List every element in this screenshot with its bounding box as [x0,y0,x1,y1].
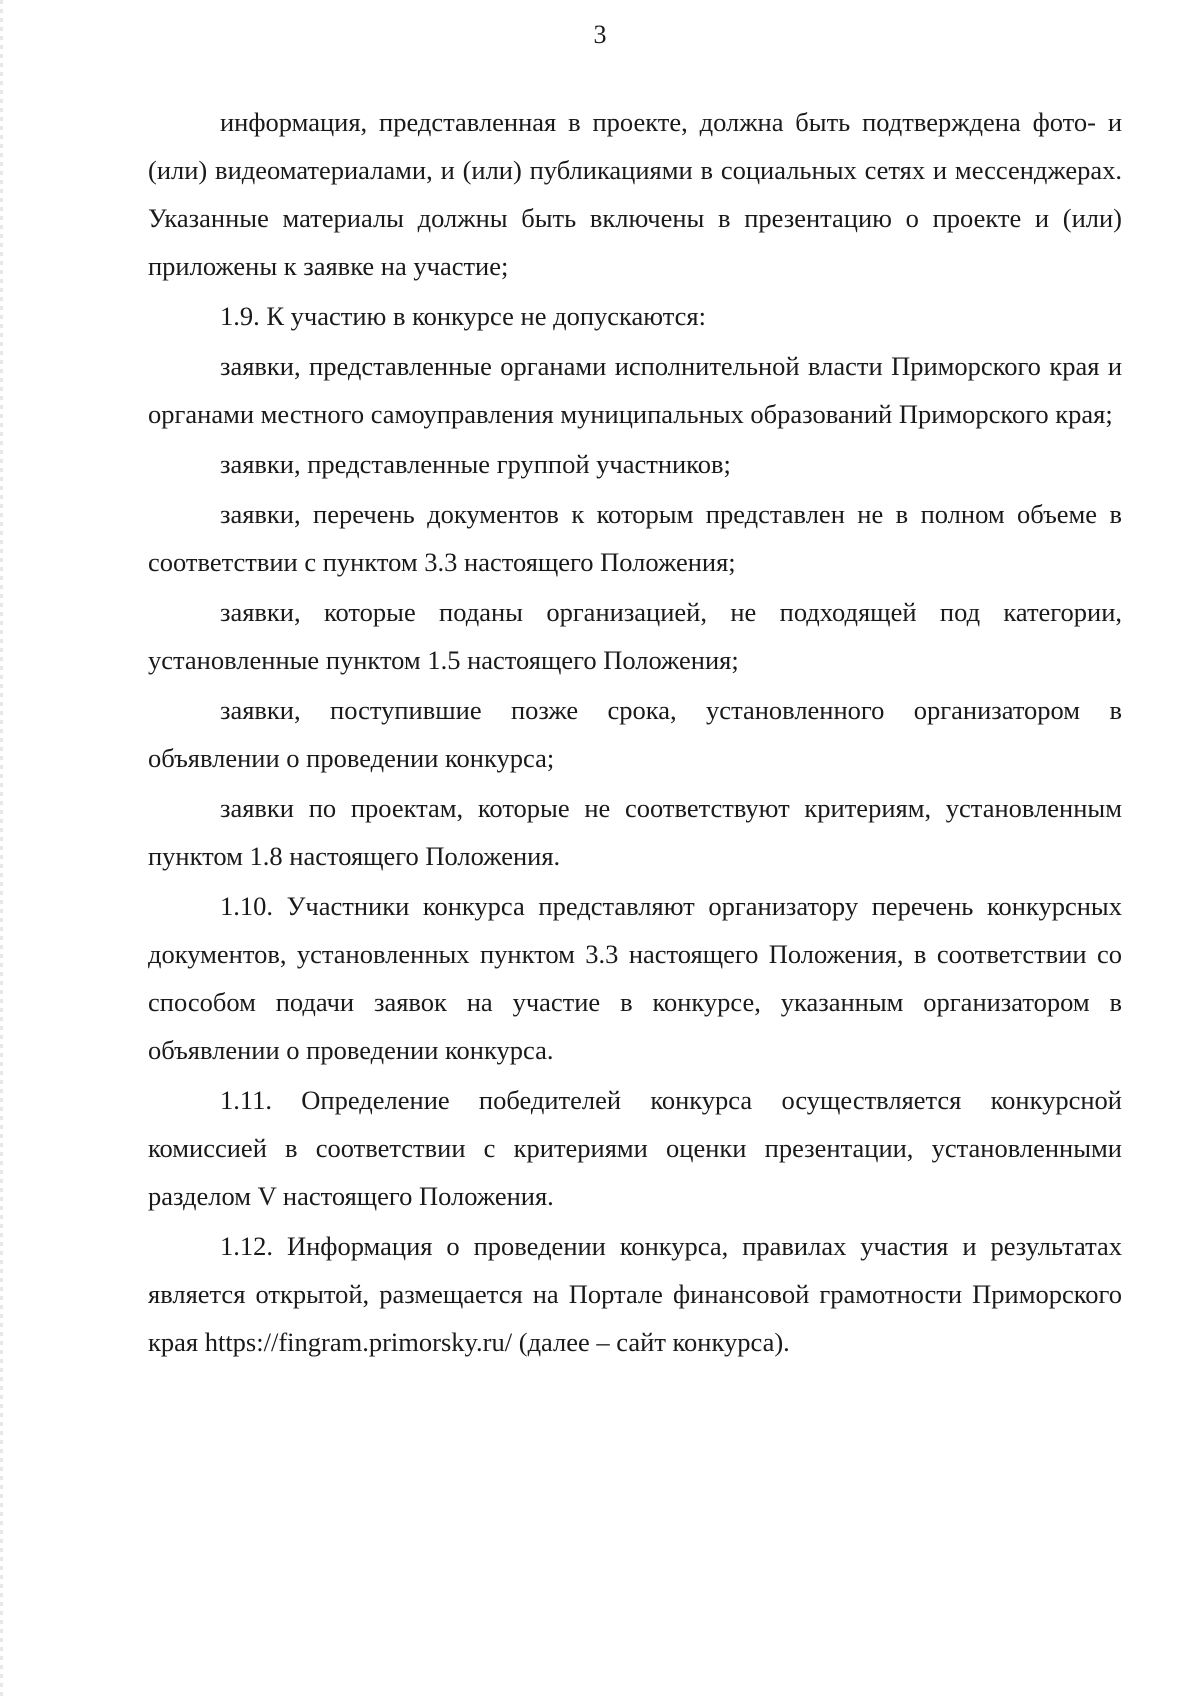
paragraph-exclusion-incomplete-docs: заявки, перечень документов к которым представлен не в полном объеме в соответствии с пунктом 3.3 настоящего Положения; [148,499,1122,577]
document-body [148,98,1122,1366]
paragraph-exclusion-group: заявки, представленные группой участников; [220,449,731,479]
paragraph-exclusion-authorities: заявки, представленные органами исполнительной власти Приморского края и органами местного самоуправления муниципальных образований Приморского края; [148,351,1122,429]
page-number: 3 [593,20,607,49]
paragraph-photo-video-materials: информация, представленная в проекте, должна быть подтверждена фото- и (или) видеоматериалами, и (или) публикациями в социальных сетях и мессенджерах. Указанные материалы должны быть включены в презентацию о проекте и (или) приложены к заявке на участие; [148,107,1122,281]
paragraph-exclusion-category: заявки, которые поданы организацией, не подходящей под категории, установленные пунктом 1.5 настоящего Положения; [148,597,1122,675]
paragraph-1-9-heading: 1.9. К участию в конкурсе не допускаются: [220,301,706,331]
paragraph-1-11: 1.11. Определение победителей конкурса осуществляется конкурсной комиссией в соответствии с критериями оценки презентации, установленными разделом V настоящего Положения. [148,1085,1122,1211]
paragraph-exclusion-late: заявки, поступившие позже срока, установленного организатором в объявлении о проведении конкурса; [148,695,1122,773]
scan-edge-artifact [0,0,3,1697]
paragraph-exclusion-criteria: заявки по проектам, которые не соответствуют критериям, установленным пунктом 1.8 настоящего Положения. [148,793,1122,871]
paragraph-1-10: 1.10. Участники конкурса представляют организатору перечень конкурсных документов, установленных пунктом 3.3 настоящего Положения, в соответствии со способом подачи заявок на участие в конкурсе, указанным организатором в объявлении о проведении конкурса. [148,891,1122,1065]
paragraph-1-12: 1.12. Информация о проведении конкурса, правилах участия и результатах является открытой, размещается на Портале финансовой грамотности Приморского края https://fingram.primorsky.ru/ (далее – сайт конкурса). [148,1231,1122,1357]
